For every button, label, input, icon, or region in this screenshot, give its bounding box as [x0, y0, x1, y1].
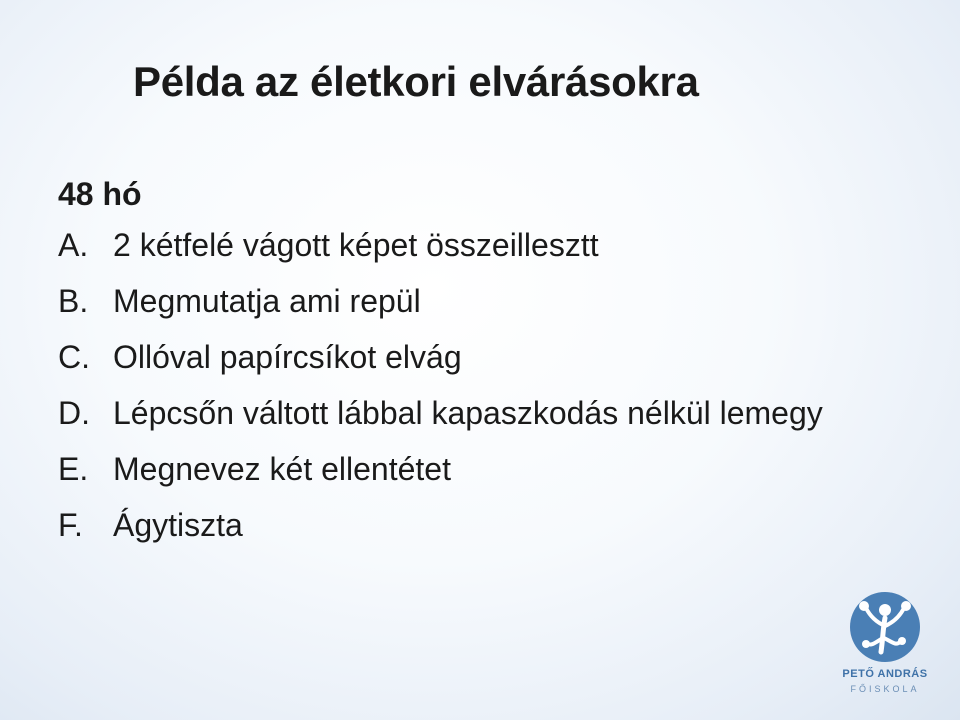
list-item-letter: D. [58, 395, 90, 431]
expectation-list [58, 226, 878, 562]
list-item-letter: B. [58, 283, 89, 319]
list-item-letter: E. [58, 451, 89, 487]
list-item [58, 282, 878, 320]
list-item-text: Megnevez két ellentétet [113, 451, 451, 487]
list-item-text: 2 kétfelé vágott képet összeillesztt [113, 227, 599, 263]
list-item-text: Megmutatja ami repül [113, 283, 421, 319]
slide-title: Példa az életkori elvárásokra [133, 58, 699, 105]
age-heading: 48 hó [58, 176, 142, 212]
list-item-text: Ollóval papírcsíkot elvág [113, 339, 462, 375]
list-item [58, 450, 878, 488]
list-item [58, 338, 878, 376]
peto-andras-emblem-icon [850, 592, 920, 662]
list-item-text: Lépcsőn váltott lábbal kapaszkodás nélkül lemegy [113, 395, 823, 431]
list-item [58, 506, 878, 544]
list-item-letter: A. [58, 227, 89, 263]
logo-name: PETŐ ANDRÁS [842, 668, 928, 680]
logo-subtitle: FŐISKOLA [850, 684, 920, 694]
list-item [58, 226, 878, 264]
list-item-letter: F. [58, 507, 83, 543]
list-item-letter: C. [58, 339, 90, 375]
list-item [58, 394, 878, 432]
list-item-text: Ágytiszta [113, 507, 243, 543]
institution-logo [837, 592, 947, 702]
